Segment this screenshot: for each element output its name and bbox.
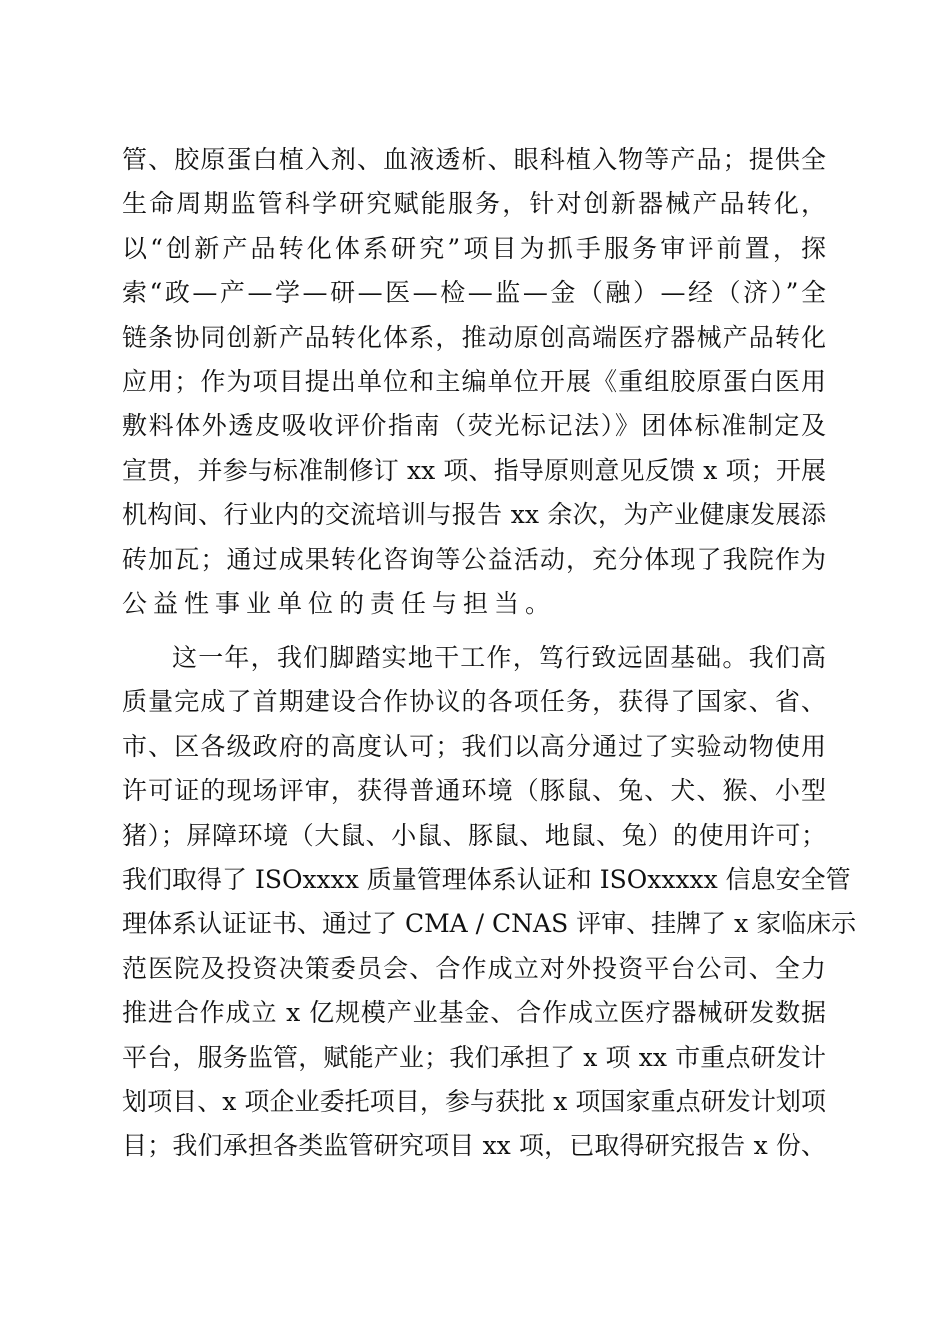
text-line: 划项目、x 项企业委托项目，参与获批 x 项国家重点研发计划项 (122, 1086, 826, 1116)
text-line: 许可证的现场评审，获得普通环境（豚鼠、兔、犬、猴、小型 (122, 776, 826, 806)
text-line: 公益性事业单位的责任与担当。 (122, 588, 557, 618)
text-line: 管、胶原蛋白植入剂、血液透析、眼科植入物等产品；提供全 (122, 145, 826, 174)
text-line: 应用；作为项目提出单位和主编单位开展《重组胶原蛋白医用 (122, 366, 826, 396)
text-line: 生命周期监管科学研究赋能服务，针对创新器械产品转化， (122, 189, 826, 219)
paragraph-1 (122, 138, 826, 626)
text-line: 敷料体外透皮吸收评价指南（荧光标记法）》团体标准制定及 (122, 411, 826, 441)
text-line: 砖加瓦；通过成果转化咨询等公益活动，充分体现了我院作为 (122, 544, 826, 574)
text-line: 范医院及投资决策委员会、合作成立对外投资平台公司、全力 (122, 953, 826, 983)
text-line: 我们取得了 ISOxxxx 质量管理体系认证和 ISOxxxxx 信息安全管 (122, 864, 851, 894)
text-line: 机构间、行业内的交流培训与报告 xx 余次，为产业健康发展添 (122, 500, 826, 530)
paragraph-2 (122, 636, 857, 1169)
text-line: 目；我们承担各类监管研究项目 xx 项，已取得研究报告 x 份、 (122, 1131, 826, 1161)
text-line: 推进合作成立 x 亿规模产业基金、合作成立医疗器械研发数据 (122, 998, 826, 1028)
text-line: 索“政—产—学—研—医—检—监—金（融）—经（济）”全 (122, 278, 826, 308)
text-line: 链条协同创新产品转化体系，推动原创高端医疗器械产品转化 (122, 322, 826, 352)
text-line: 市、区各级政府的高度认可；我们以高分通过了实验动物使用 (122, 731, 826, 761)
text-line: 猪）；屏障环境（大鼠、小鼠、豚鼠、地鼠、兔）的使用许可； (122, 820, 826, 850)
text-line: 以“创新产品转化体系研究”项目为抓手服务审评前置，探 (122, 233, 826, 263)
text-line: 这一年，我们脚踏实地干工作，笃行致远固基础。我们高 (172, 643, 826, 672)
text-line: 宣贯，并参与标准制修订 xx 项、指导原则意见反馈 x 项；开展 (122, 455, 826, 485)
text-line: 理体系认证证书、通过了 CMA / CNAS 评审、挂牌了 x 家临床示 (122, 909, 857, 939)
text-line: 质量完成了首期建设合作协议的各项任务，获得了国家、省、 (122, 687, 826, 717)
text-line: 平台，服务监管，赋能产业；我们承担了 x 项 xx 市重点研发计 (122, 1042, 826, 1072)
